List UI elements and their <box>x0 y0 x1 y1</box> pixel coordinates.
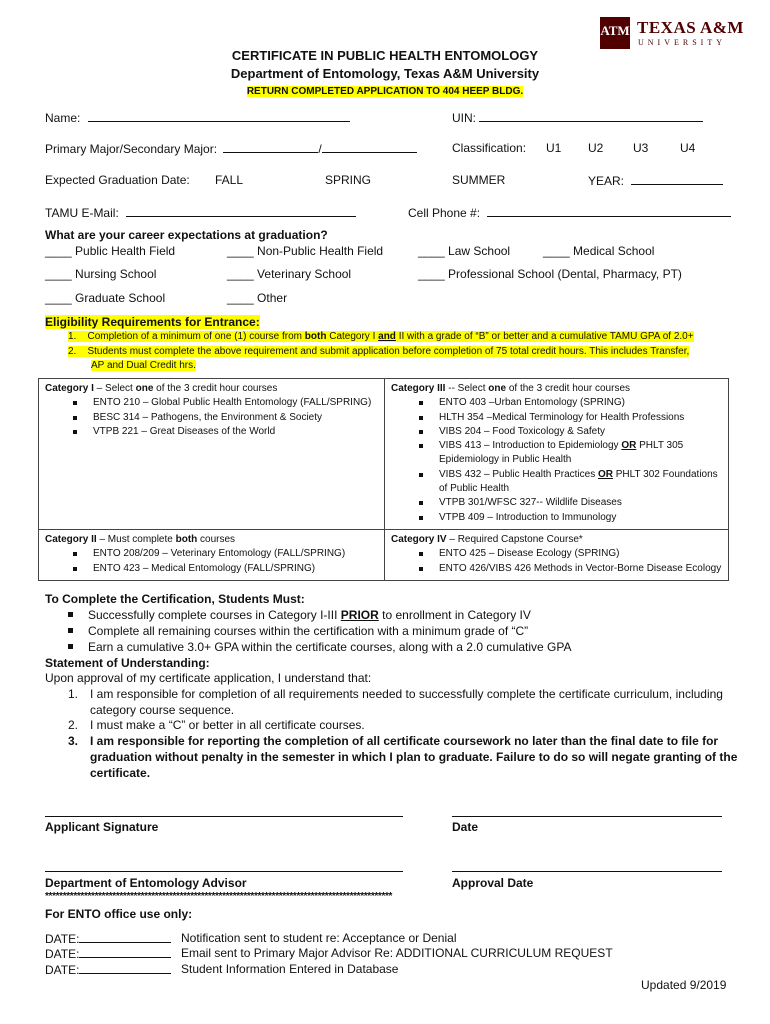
list-item: HLTH 354 –Medical Terminology for Health Professions <box>419 411 726 425</box>
uin-label: UIN: <box>452 111 476 125</box>
grad-date-label: Expected Graduation Date: <box>45 173 190 187</box>
tamu-logo <box>600 17 746 49</box>
class-u2[interactable]: U2 <box>588 141 604 155</box>
list-item: ENTO 425 – Disease Ecology (SPRING) <box>419 547 726 561</box>
career-question: What are your career expectations at graduation? <box>45 228 328 242</box>
career-option-veterinary-school[interactable]: ____ Veterinary School <box>227 267 352 281</box>
advisor-signature-line[interactable] <box>45 871 403 872</box>
statement-item-2-num: 2. <box>68 718 79 732</box>
name-field[interactable] <box>45 110 350 125</box>
category-3-heading: Category III -- Select one of the 3 credit hour courses <box>391 383 631 394</box>
page-title: CERTIFICATE IN PUBLIC HEALTH ENTOMOLOGY <box>231 48 539 63</box>
category-2-heading: Category II – Must complete both courses <box>45 534 236 545</box>
category-table <box>38 378 729 581</box>
classification-label: Classification: <box>452 141 527 155</box>
office-date-2[interactable]: DATE: <box>45 946 171 961</box>
category-1-heading: Category I – Select one of the 3 credit hour courses <box>45 383 278 394</box>
category-4-heading: Category IV – Required Capstone Course* <box>391 534 583 545</box>
statement-item-3: I am responsible for reporting the completion of all certificate coursework no later than the final date to file for <box>90 734 719 748</box>
class-u1[interactable]: U1 <box>546 141 562 155</box>
eligibility-item-1: 1. Completion of a minimum of one (1) course from both Category I and II with a grade of “B” or better and a cumulative TAMU GPA of 2.0+ <box>68 331 694 342</box>
email-input-line[interactable] <box>126 205 356 217</box>
major-label: Primary Major/Secondary Major: <box>45 142 218 156</box>
approval-date-line[interactable] <box>452 871 722 872</box>
office-date-3[interactable]: DATE: <box>45 962 171 977</box>
applicant-date-line[interactable] <box>452 816 722 817</box>
approval-date-label: Approval Date <box>452 876 534 890</box>
logo-line2: UNIVERSITY <box>638 38 726 47</box>
eligibility-item-2: 2. Students must complete the above requirement and submit application before completion of 75 total credit hours. This includes Transfer, <box>68 346 690 357</box>
career-option-graduate-school[interactable]: ____ Graduate School <box>45 291 166 305</box>
uin-input-line[interactable] <box>479 110 703 122</box>
tamu-seal-icon: ATM <box>600 17 630 49</box>
career-option-nursing-school[interactable]: ____ Nursing School <box>45 267 157 281</box>
complete-heading: To Complete the Certification, Students Must: <box>45 592 305 606</box>
year-input-line[interactable] <box>631 173 723 185</box>
name-label: Name: <box>45 111 81 125</box>
list-item: ENTO 208/209 – Veterinary Entomology (FALL/SPRING) <box>73 547 380 561</box>
category-1-cell <box>45 382 380 439</box>
statement-item-2: I must make a “C” or better in all certificate courses. <box>90 718 365 732</box>
complete-req-3: Earn a cumulative 3.0+ GPA within the certificate courses, along with a 2.0 cumulative GPA <box>68 640 571 654</box>
class-u3[interactable]: U3 <box>633 141 649 155</box>
list-item: VTPB 409 – Introduction to Immunology <box>419 511 726 525</box>
office-use-heading: For ENTO office use only: <box>45 907 193 921</box>
statement-item-3-num: 3. <box>68 734 79 748</box>
eligibility-item-2-cont: AP and Dual Credit hrs. <box>91 360 196 371</box>
advisor-label: Department of Entomology Advisor <box>45 876 247 890</box>
statement-intro: Upon approval of my certificate application, I understand that: <box>45 671 372 685</box>
complete-req-1: Successfully complete courses in Category I-III PRIOR to enrollment in Category IV <box>68 608 531 622</box>
uin-field[interactable] <box>452 110 703 125</box>
email-label: TAMU E-Mail: <box>45 206 119 220</box>
stars-divider: ************************************************************************************************** <box>45 891 393 902</box>
year-label: YEAR: <box>588 174 625 188</box>
category-4-cell <box>391 533 726 576</box>
career-option-medical-school[interactable]: ____ Medical School <box>543 244 655 258</box>
cell-phone-label: Cell Phone #: <box>408 206 481 220</box>
grad-summer[interactable]: SUMMER <box>452 173 506 187</box>
office-line-1: Notification sent to student re: Acceptance or Denial <box>181 931 457 945</box>
list-item: VTPB 301/WFSC 327-- Wildlife Diseases <box>419 496 726 510</box>
career-option-non-public-health[interactable]: ____ Non-Public Health Field <box>227 244 384 258</box>
statement-item-1: I am responsible for completion of all requirements needed to successfully complete the certificate curriculum, including <box>90 687 723 701</box>
grad-spring[interactable]: SPRING <box>325 173 372 187</box>
statement-item-3-cont1: graduation without penalty in the semester in which I plan to graduate. Failure to do so will negate granting of the <box>90 750 738 764</box>
primary-major-line[interactable] <box>223 141 318 153</box>
office-line-2: Email sent to Primary Major Advisor Re: ADDITIONAL CURRICULUM REQUEST <box>181 946 613 960</box>
career-option-professional-school[interactable]: ____ Professional School (Dental, Pharmacy, PT) <box>418 267 682 281</box>
cell-phone-field[interactable] <box>408 205 731 220</box>
statement-heading: Statement of Understanding: <box>45 656 210 670</box>
updated-note: Updated 9/2019 <box>641 978 727 992</box>
list-item: ENTO 426/VIBS 426 Methods in Vector-Borne Disease Ecology <box>419 562 726 576</box>
list-item: ENTO 403 –Urban Entomology (SPRING) <box>419 396 726 410</box>
career-option-law-school[interactable]: ____ Law School <box>418 244 511 258</box>
eligibility-heading: Eligibility Requirements for Entrance: <box>45 315 260 329</box>
list-item: ENTO 210 – Global Public Health Entomology (FALL/SPRING) <box>73 396 380 410</box>
eligibility-heading-row <box>45 315 260 329</box>
date-label: Date <box>452 820 479 834</box>
cell-phone-input-line[interactable] <box>487 205 731 217</box>
grad-fall[interactable]: FALL <box>215 173 244 187</box>
category-2-cell <box>45 533 380 576</box>
name-input-line[interactable] <box>88 110 350 122</box>
office-date-1[interactable]: DATE: <box>45 931 171 946</box>
statement-item-1-num: 1. <box>68 687 79 701</box>
list-item: BESC 314 – Pathogens, the Environment & Society <box>73 411 380 425</box>
career-option-other[interactable]: ____ Other <box>227 291 288 305</box>
office-line-3: Student Information Entered in Database <box>181 962 399 976</box>
list-item: VIBS 413 – Introduction to Epidemiology OR PHLT 305 Epidemiology in Public Health <box>419 439 726 468</box>
logo-line1: TEXAS A&M <box>637 18 744 37</box>
department-heading: Department of Entomology, Texas A&M University <box>230 66 540 81</box>
list-item: ENTO 423 – Medical Entomology (FALL/SPRING) <box>73 562 380 576</box>
email-field[interactable] <box>45 205 356 220</box>
major-field[interactable] <box>45 141 417 156</box>
complete-req-2: Complete all remaining courses within the certification with a minimum grade of “C” <box>68 624 528 638</box>
class-u4[interactable]: U4 <box>680 141 696 155</box>
statement-item-3-cont2: certificate. <box>90 766 151 780</box>
statement-item-1-cont: category course sequence. <box>90 703 235 717</box>
return-note: RETURN COMPLETED APPLICATION TO 404 HEEP BLDG. <box>246 86 524 97</box>
major-slash: / <box>318 142 322 156</box>
list-item: VTPB 221 – Great Diseases of the World <box>73 425 380 439</box>
return-note-row <box>0 83 770 97</box>
applicant-signature-line[interactable] <box>45 816 403 817</box>
secondary-major-line[interactable] <box>322 141 417 153</box>
career-option-public-health[interactable]: ____ Public Health Field <box>45 244 176 258</box>
category-3-cell <box>391 382 726 525</box>
year-field[interactable] <box>588 173 723 188</box>
applicant-signature-label: Applicant Signature <box>45 820 159 834</box>
list-item: VIBS 204 – Food Toxicology & Safety <box>419 425 726 439</box>
list-item: VIBS 432 – Public Health Practices OR PHLT 302 Foundations of Public Health <box>419 468 726 497</box>
